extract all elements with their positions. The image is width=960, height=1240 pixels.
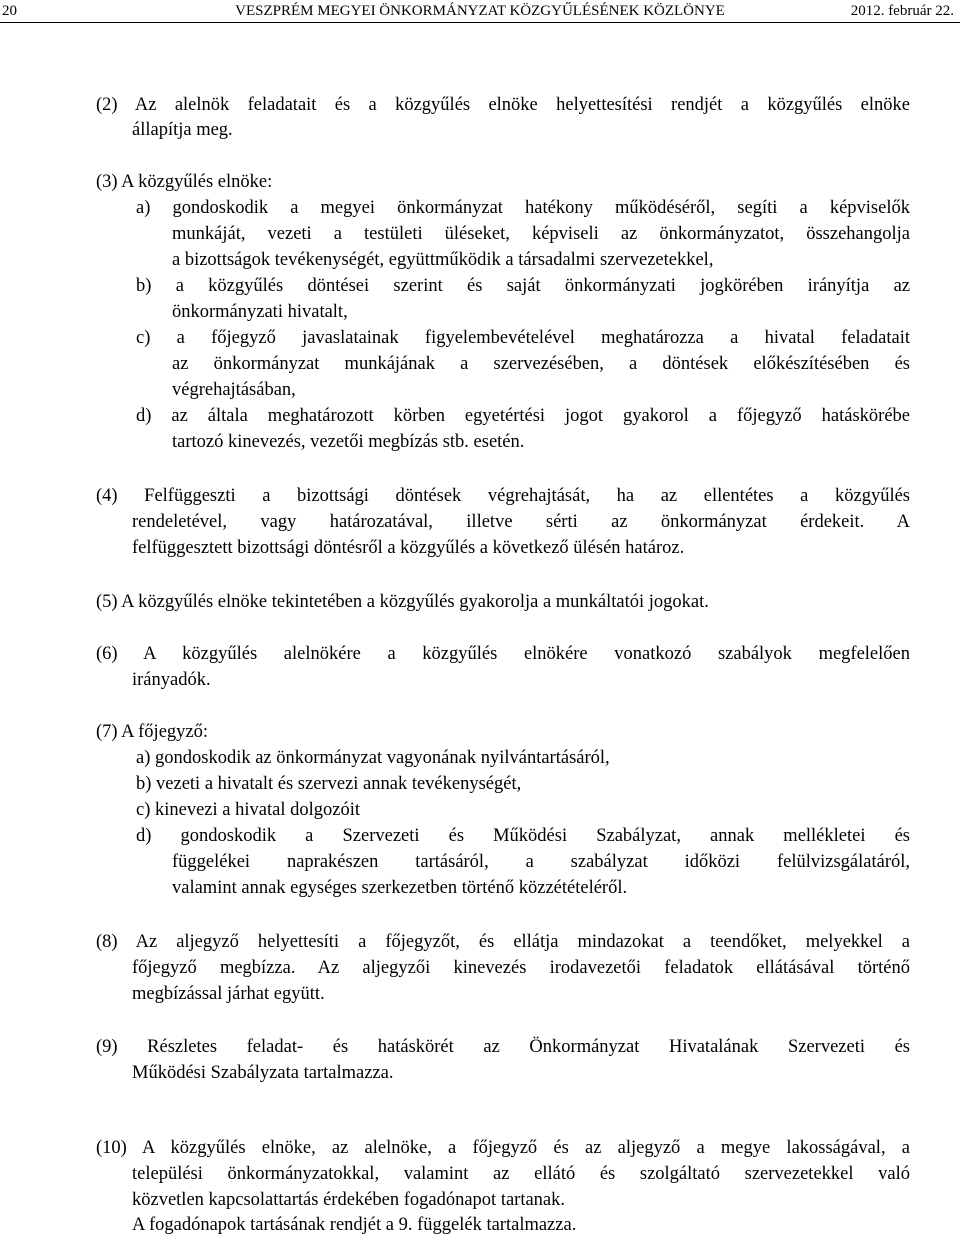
text-line: c) kinevezi a hivatal dolgozóit bbox=[136, 800, 360, 820]
text-line: végrehajtásában, bbox=[172, 380, 296, 400]
publication-date: 2012. február 22. bbox=[850, 3, 954, 19]
text-line: (2) Az alelnök feladatait és a közgyűlés elnöke helyettesítési rendjét a közgyűlés elnöke bbox=[96, 95, 910, 115]
text-line: b) a közgyűlés döntései szerint és saját önkormányzati jogkörében irányítja az bbox=[136, 276, 910, 296]
text-line: felfüggesztett bizottsági döntésről a közgyűlés a következő ülésén határoz. bbox=[132, 538, 685, 558]
page-number: 20 bbox=[2, 3, 17, 19]
text-line: valamint annak egységes szerkezetben történő közzétételéről. bbox=[172, 878, 628, 898]
text-line: (5) A közgyűlés elnöke tekintetében a közgyűlés gyakorolja a munkáltatói jogokat. bbox=[96, 592, 709, 612]
text-line: A fogadónapok tartásának rendjét a 9. függelék tartalmazza. bbox=[132, 1215, 577, 1235]
text-line: Működési Szabályzata tartalmazza. bbox=[132, 1063, 394, 1083]
text-line: (10) A közgyűlés elnöke, az alelnöke, a főjegyző és az aljegyző a megye lakosságával, a bbox=[96, 1138, 910, 1158]
text-line: b) vezeti a hivatalt és szervezi annak tevékenységét, bbox=[136, 774, 522, 794]
text-line: önkormányzati hivatalt, bbox=[172, 302, 348, 322]
text-line: függelékei naprakészen tartásáról, a szabályzat időközi felülvizsgálatáról, bbox=[172, 852, 910, 872]
text-line: megbízással járhat együtt. bbox=[132, 984, 325, 1004]
text-line: közvetlen kapcsolattartás érdekében fogadónapot tartanak. bbox=[132, 1190, 566, 1210]
text-line: főjegyző megbízza. Az aljegyzői kinevezés irodavezetői feladatok ellátásával történő bbox=[132, 958, 910, 978]
text-line: (9) Részletes feladat- és hatáskörét az Önkormányzat Hivatalának Szervezeti és bbox=[96, 1037, 910, 1057]
text-line: c) a főjegyző javaslatainak figyelembevételével meghatározza a hivatal feladatait bbox=[136, 328, 910, 348]
text-line: az önkormányzat munkájának a szervezésében, a döntések előkészítésében és bbox=[172, 354, 910, 374]
text-line: települési önkormányzatokkal, valamint az ellátó és szolgáltató szervezetekkel való bbox=[132, 1164, 910, 1184]
text-line: (4) Felfüggeszti a bizottsági döntések végrehajtását, ha az ellentétes a közgyűlés bbox=[96, 486, 910, 506]
text-line: a) gondoskodik a megyei önkormányzat hatékony működéséről, segíti a képviselők bbox=[136, 198, 910, 218]
text-line: irányadók. bbox=[132, 670, 211, 690]
text-line: a) gondoskodik az önkormányzat vagyonának nyilvántartásáról, bbox=[136, 748, 610, 768]
text-line: munkáját, vezeti a testületi üléseket, képviseli az önkormányzatot, összehangolja bbox=[172, 224, 910, 244]
page-header bbox=[0, 0, 960, 23]
publication-title: VESZPRÉM MEGYEI ÖNKORMÁNYZAT KÖZGYŰLÉSÉNEK KÖZLÖNYE bbox=[235, 3, 725, 19]
text-line: rendeletével, vagy határozatával, illetve sérti az önkormányzat érdekeit. A bbox=[132, 512, 910, 532]
text-line: (7) A főjegyző: bbox=[96, 722, 209, 742]
text-line: a bizottságok tevékenységét, együttműködik a társadalmi szervezetekkel, bbox=[172, 250, 714, 270]
text-line: d) gondoskodik a Szervezeti és Működési Szabályzat, annak mellékletei és bbox=[136, 826, 910, 846]
text-line: állapítja meg. bbox=[132, 120, 233, 140]
text-line: (3) A közgyűlés elnöke: bbox=[96, 172, 273, 192]
text-line: (6) A közgyűlés alelnökére a közgyűlés elnökére vonatkozó szabályok megfelelően bbox=[96, 644, 910, 664]
text-line: d) az általa meghatározott körben egyetértési jogot gyakorol a főjegyző hatáskörébe bbox=[136, 406, 910, 426]
text-line: tartozó kinevezés, vezetői megbízás stb. esetén. bbox=[172, 432, 525, 452]
text-line: (8) Az aljegyző helyettesíti a főjegyzőt, és ellátja mindazokat a teendőket, melyekkel a bbox=[96, 932, 910, 952]
